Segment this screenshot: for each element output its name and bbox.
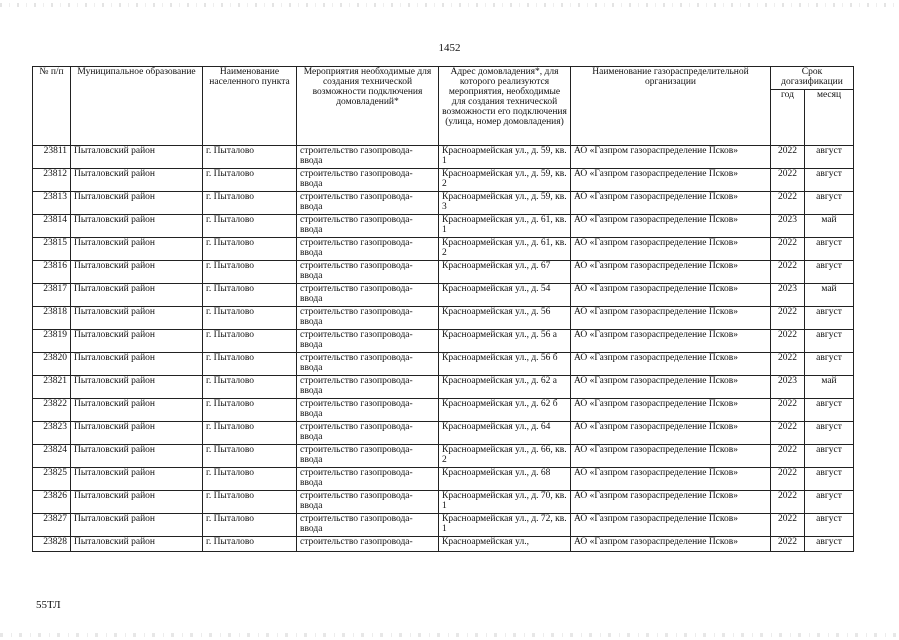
cell-year: 2022 bbox=[771, 399, 805, 422]
cell-num: 23825 bbox=[33, 468, 71, 491]
cell-num: 23823 bbox=[33, 422, 71, 445]
cell-month: август bbox=[805, 307, 854, 330]
cell-year: 2022 bbox=[771, 514, 805, 537]
cell-measure: строительство газопровода-ввода bbox=[297, 238, 439, 261]
cell-month: май bbox=[805, 215, 854, 238]
cell-address: Красноармейская ул., д. 62 а bbox=[439, 376, 571, 399]
table-row bbox=[33, 307, 854, 330]
cell-year: 2023 bbox=[771, 215, 805, 238]
cell-address: Красноармейская ул., д. 67 bbox=[439, 261, 571, 284]
table-row bbox=[33, 445, 854, 468]
header-gas-org: Наименование газораспределительной организации bbox=[571, 67, 771, 146]
cell-month: май bbox=[805, 284, 854, 307]
table-row bbox=[33, 537, 854, 552]
cell-num: 23828 bbox=[33, 537, 71, 552]
scan-edge-top bbox=[0, 3, 899, 7]
cell-month: август bbox=[805, 261, 854, 284]
cell-municipality: Пыталовский район bbox=[71, 330, 203, 353]
cell-gas-org: АО «Газпром газораспределение Псков» bbox=[571, 192, 771, 215]
cell-month: август bbox=[805, 491, 854, 514]
cell-municipality: Пыталовский район bbox=[71, 238, 203, 261]
cell-gas-org: АО «Газпром газораспределение Псков» bbox=[571, 169, 771, 192]
cell-municipality: Пыталовский район bbox=[71, 514, 203, 537]
cell-settlement: г. Пыталово bbox=[203, 376, 297, 399]
cell-settlement: г. Пыталово bbox=[203, 537, 297, 552]
header-address: Адрес домовладения*, для которого реализуются мероприятия, необходимые для создания технической возможности его подключения (улица, номер домовладения) bbox=[439, 67, 571, 146]
cell-address: Красноармейская ул., д. 72, кв. 1 bbox=[439, 514, 571, 537]
cell-gas-org: АО «Газпром газораспределение Псков» bbox=[571, 399, 771, 422]
table-row bbox=[33, 284, 854, 307]
cell-month: август bbox=[805, 399, 854, 422]
cell-month: август bbox=[805, 238, 854, 261]
cell-settlement: г. Пыталово bbox=[203, 514, 297, 537]
cell-num: 23813 bbox=[33, 192, 71, 215]
cell-month: май bbox=[805, 376, 854, 399]
cell-measure: строительство газопровода-ввода bbox=[297, 422, 439, 445]
cell-gas-org: АО «Газпром газораспределение Псков» bbox=[571, 537, 771, 552]
cell-settlement: г. Пыталово bbox=[203, 330, 297, 353]
cell-measure: строительство газопровода-ввода bbox=[297, 146, 439, 169]
cell-num: 23822 bbox=[33, 399, 71, 422]
table-row bbox=[33, 169, 854, 192]
cell-year: 2022 bbox=[771, 491, 805, 514]
cell-municipality: Пыталовский район bbox=[71, 376, 203, 399]
cell-address: Красноармейская ул., д. 68 bbox=[439, 468, 571, 491]
cell-num: 23818 bbox=[33, 307, 71, 330]
cell-month: август bbox=[805, 537, 854, 552]
cell-year: 2022 bbox=[771, 238, 805, 261]
cell-address: Красноармейская ул., bbox=[439, 537, 571, 552]
cell-municipality: Пыталовский район bbox=[71, 307, 203, 330]
cell-settlement: г. Пыталово bbox=[203, 284, 297, 307]
cell-municipality: Пыталовский район bbox=[71, 468, 203, 491]
table-row bbox=[33, 376, 854, 399]
cell-address: Красноармейская ул., д. 70, кв. 1 bbox=[439, 491, 571, 514]
cell-measure: строительство газопровода-ввода bbox=[297, 399, 439, 422]
cell-settlement: г. Пыталово bbox=[203, 422, 297, 445]
table-row bbox=[33, 238, 854, 261]
cell-num: 23826 bbox=[33, 491, 71, 514]
cell-settlement: г. Пыталово bbox=[203, 261, 297, 284]
cell-address: Красноармейская ул., д. 56 а bbox=[439, 330, 571, 353]
table-row bbox=[33, 422, 854, 445]
cell-month: август bbox=[805, 422, 854, 445]
table-row bbox=[33, 399, 854, 422]
cell-address: Красноармейская ул., д. 59, кв. 2 bbox=[439, 169, 571, 192]
cell-gas-org: АО «Газпром газораспределение Псков» bbox=[571, 146, 771, 169]
cell-year: 2023 bbox=[771, 376, 805, 399]
cell-settlement: г. Пыталово bbox=[203, 238, 297, 261]
table-row bbox=[33, 468, 854, 491]
cell-address: Красноармейская ул., д. 59, кв. 1 bbox=[439, 146, 571, 169]
cell-num: 23827 bbox=[33, 514, 71, 537]
cell-year: 2022 bbox=[771, 307, 805, 330]
cell-address: Красноармейская ул., д. 61, кв. 1 bbox=[439, 215, 571, 238]
cell-address: Красноармейская ул., д. 64 bbox=[439, 422, 571, 445]
scan-edge-bottom bbox=[0, 633, 899, 637]
cell-municipality: Пыталовский район bbox=[71, 422, 203, 445]
cell-settlement: г. Пыталово bbox=[203, 445, 297, 468]
cell-measure: строительство газопровода-ввода bbox=[297, 307, 439, 330]
cell-municipality: Пыталовский район bbox=[71, 146, 203, 169]
cell-gas-org: АО «Газпром газораспределение Псков» bbox=[571, 307, 771, 330]
cell-year: 2022 bbox=[771, 146, 805, 169]
cell-municipality: Пыталовский район bbox=[71, 261, 203, 284]
page-number: 1452 bbox=[438, 42, 461, 54]
cell-num: 23820 bbox=[33, 353, 71, 376]
cell-settlement: г. Пыталово bbox=[203, 468, 297, 491]
cell-gas-org: АО «Газпром газораспределение Псков» bbox=[571, 215, 771, 238]
cell-measure: строительство газопровода-ввода bbox=[297, 330, 439, 353]
cell-year: 2022 bbox=[771, 422, 805, 445]
cell-num: 23811 bbox=[33, 146, 71, 169]
cell-settlement: г. Пыталово bbox=[203, 215, 297, 238]
cell-address: Красноармейская ул., д. 66, кв. 2 bbox=[439, 445, 571, 468]
cell-gas-org: АО «Газпром газораспределение Псков» bbox=[571, 445, 771, 468]
cell-measure: строительство газопровода-ввода bbox=[297, 514, 439, 537]
cell-month: август bbox=[805, 146, 854, 169]
cell-year: 2022 bbox=[771, 468, 805, 491]
cell-settlement: г. Пыталово bbox=[203, 307, 297, 330]
cell-gas-org: АО «Газпром газораспределение Псков» bbox=[571, 514, 771, 537]
cell-municipality: Пыталовский район bbox=[71, 284, 203, 307]
cell-settlement: г. Пыталово bbox=[203, 146, 297, 169]
cell-num: 23812 bbox=[33, 169, 71, 192]
cell-address: Красноармейская ул., д. 56 б bbox=[439, 353, 571, 376]
cell-settlement: г. Пыталово bbox=[203, 353, 297, 376]
cell-num: 23824 bbox=[33, 445, 71, 468]
cell-measure: строительство газопровода-ввода bbox=[297, 376, 439, 399]
cell-settlement: г. Пыталово bbox=[203, 491, 297, 514]
cell-measure: строительство газопровода-ввода bbox=[297, 169, 439, 192]
table-row bbox=[33, 192, 854, 215]
cell-address: Красноармейская ул., д. 56 bbox=[439, 307, 571, 330]
cell-municipality: Пыталовский район bbox=[71, 169, 203, 192]
header-deadline: Срок догазификации bbox=[771, 67, 854, 90]
table-row bbox=[33, 146, 854, 169]
cell-year: 2022 bbox=[771, 445, 805, 468]
header-measures: Мероприятия необходимые для создания технической возможности подключения домовладений* bbox=[297, 67, 439, 146]
cell-month: август bbox=[805, 169, 854, 192]
cell-gas-org: АО «Газпром газораспределение Псков» bbox=[571, 491, 771, 514]
cell-gas-org: АО «Газпром газораспределение Псков» bbox=[571, 284, 771, 307]
table-row bbox=[33, 514, 854, 537]
cell-gas-org: АО «Газпром газораспределение Псков» bbox=[571, 468, 771, 491]
table-row bbox=[33, 491, 854, 514]
cell-year: 2022 bbox=[771, 330, 805, 353]
cell-municipality: Пыталовский район bbox=[71, 445, 203, 468]
cell-gas-org: АО «Газпром газораспределение Псков» bbox=[571, 238, 771, 261]
cell-address: Красноармейская ул., д. 54 bbox=[439, 284, 571, 307]
cell-municipality: Пыталовский район bbox=[71, 491, 203, 514]
cell-settlement: г. Пыталово bbox=[203, 192, 297, 215]
cell-month: август bbox=[805, 514, 854, 537]
cell-address: Красноармейская ул., д. 62 б bbox=[439, 399, 571, 422]
cell-year: 2022 bbox=[771, 169, 805, 192]
cell-measure: строительство газопровода-ввода bbox=[297, 284, 439, 307]
header-year: год bbox=[771, 90, 805, 146]
cell-year: 2022 bbox=[771, 261, 805, 284]
cell-measure: строительство газопровода-ввода bbox=[297, 192, 439, 215]
cell-measure: строительство газопровода-ввода bbox=[297, 468, 439, 491]
cell-gas-org: АО «Газпром газораспределение Псков» bbox=[571, 376, 771, 399]
cell-year: 2022 bbox=[771, 537, 805, 552]
cell-gas-org: АО «Газпром газораспределение Псков» bbox=[571, 422, 771, 445]
cell-month: август bbox=[805, 192, 854, 215]
cell-measure: строительство газопровода-ввода bbox=[297, 445, 439, 468]
cell-measure: строительство газопровода- bbox=[297, 537, 439, 552]
cell-month: август bbox=[805, 468, 854, 491]
cell-municipality: Пыталовский район bbox=[71, 215, 203, 238]
cell-measure: строительство газопровода-ввода bbox=[297, 491, 439, 514]
cell-num: 23821 bbox=[33, 376, 71, 399]
cell-month: август bbox=[805, 445, 854, 468]
cell-month: август bbox=[805, 353, 854, 376]
header-month: месяц bbox=[805, 90, 854, 146]
cell-measure: строительство газопровода-ввода bbox=[297, 215, 439, 238]
footer-code: 55ТЛ bbox=[36, 599, 61, 611]
cell-address: Красноармейская ул., д. 61, кв. 2 bbox=[439, 238, 571, 261]
cell-settlement: г. Пыталово bbox=[203, 169, 297, 192]
cell-year: 2023 bbox=[771, 284, 805, 307]
cell-num: 23819 bbox=[33, 330, 71, 353]
cell-num: 23817 bbox=[33, 284, 71, 307]
header-num: № п/п bbox=[33, 67, 71, 146]
cell-num: 23814 bbox=[33, 215, 71, 238]
cell-num: 23815 bbox=[33, 238, 71, 261]
cell-settlement: г. Пыталово bbox=[203, 399, 297, 422]
cell-gas-org: АО «Газпром газораспределение Псков» bbox=[571, 261, 771, 284]
cell-measure: строительство газопровода-ввода bbox=[297, 261, 439, 284]
table-row bbox=[33, 215, 854, 238]
cell-measure: строительство газопровода-ввода bbox=[297, 353, 439, 376]
header-municipality: Муниципальное образование bbox=[71, 67, 203, 146]
cell-num: 23816 bbox=[33, 261, 71, 284]
cell-municipality: Пыталовский район bbox=[71, 192, 203, 215]
table-row bbox=[33, 353, 854, 376]
cell-address: Красноармейская ул., д. 59, кв. 3 bbox=[439, 192, 571, 215]
table-row bbox=[33, 261, 854, 284]
cell-municipality: Пыталовский район bbox=[71, 537, 203, 552]
cell-month: август bbox=[805, 330, 854, 353]
cell-municipality: Пыталовский район bbox=[71, 353, 203, 376]
cell-year: 2022 bbox=[771, 353, 805, 376]
cell-municipality: Пыталовский район bbox=[71, 399, 203, 422]
cell-year: 2022 bbox=[771, 192, 805, 215]
gasification-table bbox=[32, 66, 854, 552]
header-settlement: Наименование населенного пункта bbox=[203, 67, 297, 146]
cell-gas-org: АО «Газпром газораспределение Псков» bbox=[571, 353, 771, 376]
table-row bbox=[33, 330, 854, 353]
cell-gas-org: АО «Газпром газораспределение Псков» bbox=[571, 330, 771, 353]
